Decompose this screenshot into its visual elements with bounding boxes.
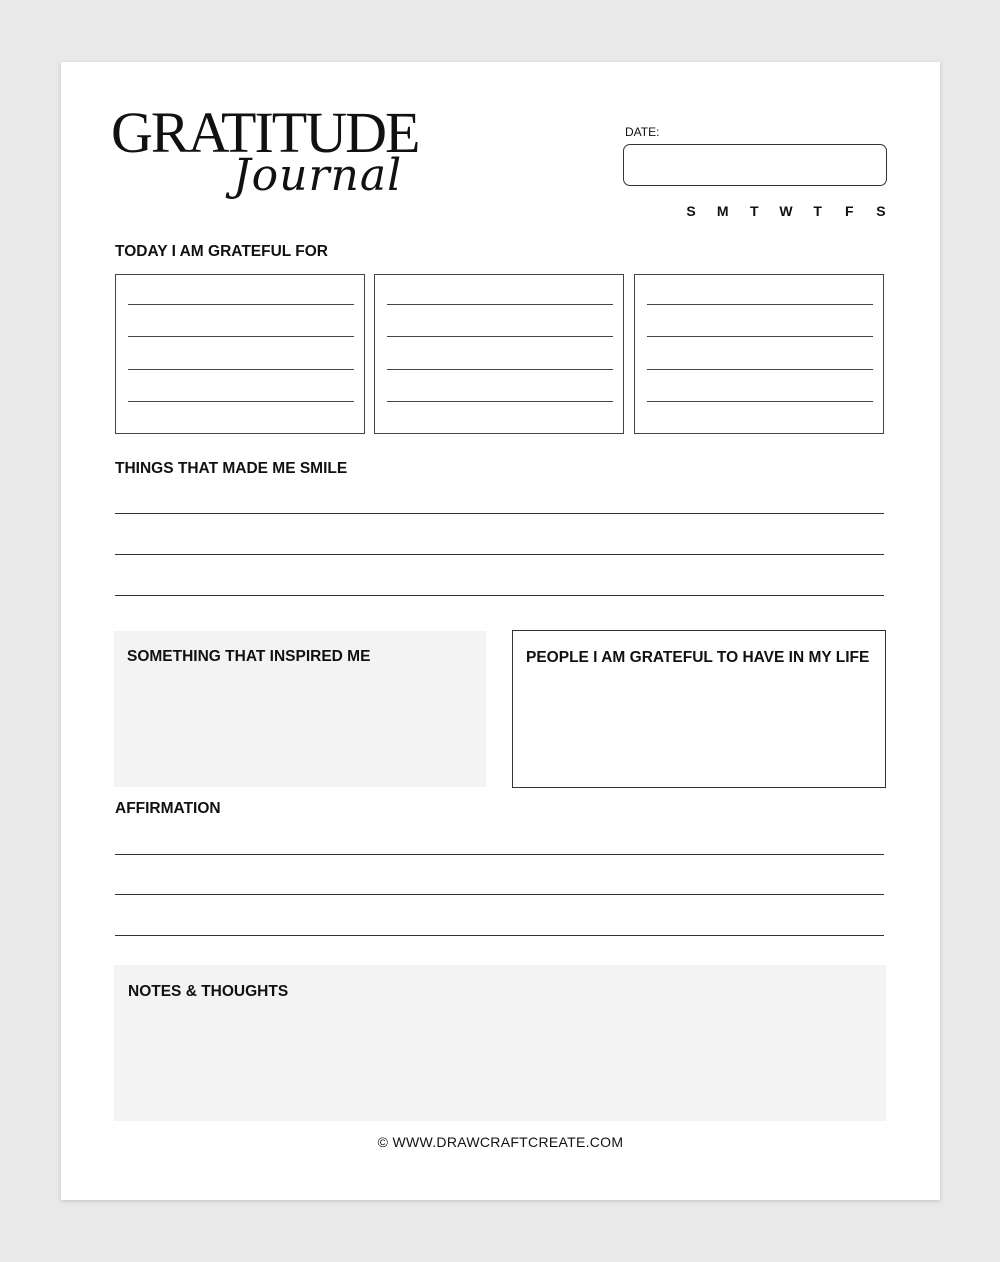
made-me-smile-heading: THINGS THAT MADE ME SMILE — [115, 460, 348, 477]
writing-line — [387, 401, 613, 402]
writing-line — [647, 304, 873, 305]
day-wednesday[interactable]: W — [779, 203, 793, 219]
title-journal-script: Journal — [233, 150, 403, 201]
notes-heading: NOTES & THOUGHTS — [128, 983, 289, 1000]
writing-line — [128, 336, 354, 337]
day-tuesday[interactable]: T — [750, 203, 759, 219]
day-saturday[interactable]: S — [876, 203, 886, 219]
affirmation-line-2[interactable] — [115, 894, 884, 895]
grateful-box-3[interactable] — [634, 274, 884, 434]
writing-line — [128, 401, 354, 402]
inspired-me-heading: SOMETHING THAT INSPIRED ME — [127, 648, 371, 665]
affirmation-heading: AFFIRMATION — [115, 800, 221, 817]
weekday-selector — [683, 203, 889, 219]
affirmation-line-3[interactable] — [115, 935, 884, 936]
writing-line — [128, 369, 354, 370]
people-grateful-heading: PEOPLE I AM GRATEFUL TO HAVE IN MY LIFE — [526, 649, 870, 666]
writing-line — [387, 369, 613, 370]
grateful-box-2[interactable] — [374, 274, 624, 434]
writing-line — [647, 336, 873, 337]
notes-box[interactable] — [114, 965, 886, 1121]
day-friday[interactable]: F — [845, 203, 854, 219]
grateful-for-heading: TODAY I AM GRATEFUL FOR — [115, 243, 328, 260]
title-gratitude: GRATITUDE — [111, 100, 419, 165]
writing-line — [647, 369, 873, 370]
writing-line — [387, 336, 613, 337]
affirmation-line-1[interactable] — [115, 854, 884, 855]
footer-copyright: © WWW.DRAWCRAFTCREATE.COM — [377, 1134, 624, 1150]
writing-line — [387, 304, 613, 305]
smile-line-3[interactable] — [115, 595, 884, 596]
people-grateful-box[interactable] — [512, 630, 886, 788]
writing-line — [647, 401, 873, 402]
smile-line-2[interactable] — [115, 554, 884, 555]
day-monday[interactable]: M — [716, 203, 729, 219]
smile-line-1[interactable] — [115, 513, 884, 514]
inspired-me-box[interactable] — [114, 631, 486, 787]
journal-page — [61, 62, 940, 1200]
day-thursday[interactable]: T — [813, 203, 822, 219]
date-label: DATE: — [625, 125, 660, 139]
date-field[interactable] — [623, 144, 887, 186]
day-sunday[interactable]: S — [686, 203, 696, 219]
writing-line — [128, 304, 354, 305]
grateful-box-1[interactable] — [115, 274, 365, 434]
